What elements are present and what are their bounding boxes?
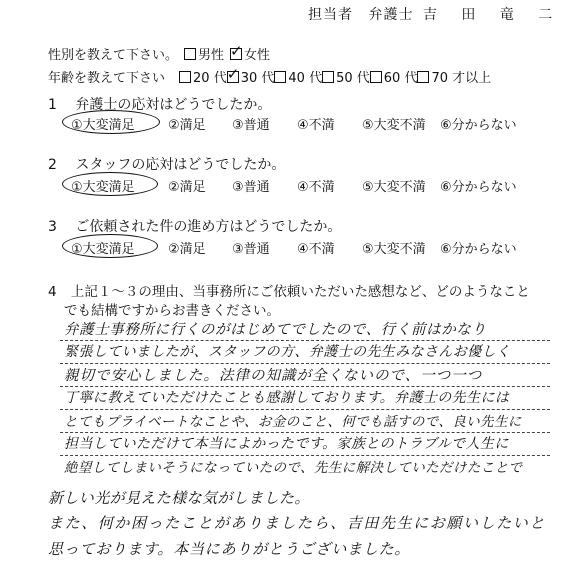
q1-option-3[interactable]: ③普通 xyxy=(232,118,270,133)
q2-option-5[interactable]: ⑤大変不満 xyxy=(362,180,426,195)
q1-option-6[interactable]: ⑥分からない xyxy=(440,118,517,133)
q2-option-3[interactable]: ③普通 xyxy=(232,180,270,195)
question-1-number: 1 xyxy=(48,97,57,113)
lawyer-name: 吉 田 竜 二 xyxy=(422,7,563,23)
lawyer-header xyxy=(308,4,562,24)
q3-option-1[interactable]: ①大変満足 xyxy=(71,242,135,257)
age-20-checkbox[interactable] xyxy=(179,71,191,83)
q3-option-4[interactable]: ④不満 xyxy=(297,242,335,257)
gender-female-checkbox[interactable] xyxy=(230,48,242,60)
age-50-label: 50 代 xyxy=(336,71,370,86)
handwritten-line-5: とてもプライベートなことや、お金のこと、何でも話すので、良い先生に xyxy=(64,414,522,430)
question-2 xyxy=(48,154,285,174)
q3-option-2[interactable]: ②満足 xyxy=(168,242,206,257)
q2-option-6[interactable]: ⑥分からない xyxy=(440,180,517,195)
question-3-text: ご依頼された件の進め方はどうでしたか。 xyxy=(75,219,342,235)
gender-label: 性別を教えて下さい。 xyxy=(48,48,179,63)
q1-option-1[interactable]: ①大変満足 xyxy=(71,118,135,133)
age-20-label: 20 代 xyxy=(193,71,227,86)
age-row xyxy=(48,67,491,86)
age-30-label: 30 代 xyxy=(240,71,275,86)
age-40-checkbox[interactable] xyxy=(274,71,286,83)
q1-option-4[interactable]: ④不満 xyxy=(297,118,335,133)
handwritten-line-1: 弁護士事務所に行くのがはじめてでしたので、行く前はかなり xyxy=(64,322,487,338)
question-4-line-2: でも結構ですからお書きください。 xyxy=(64,303,280,319)
q3-option-6[interactable]: ⑥分からない xyxy=(440,242,517,257)
age-60-checkbox[interactable] xyxy=(370,71,382,83)
question-2-number: 2 xyxy=(48,157,57,173)
age-40-label: 40 代 xyxy=(288,71,323,86)
question-3 xyxy=(48,216,341,236)
age-30-checkbox[interactable] xyxy=(227,71,239,83)
q1-option-5[interactable]: ⑤大変不満 xyxy=(362,118,426,133)
q2-option-2[interactable]: ②満足 xyxy=(168,180,206,195)
question-4-text: 上記１～３の理由、当事務所にご依頼いただいた感想など、どのようなこと xyxy=(70,284,530,300)
handwritten-line-4: 丁寧に教えていただけたことも感謝しております。弁護士の先生には xyxy=(64,390,510,406)
role-label: 担当者 xyxy=(308,7,353,23)
gender-male-checkbox[interactable] xyxy=(184,48,196,60)
question-1-text: 弁護士の応対はどうでしたか。 xyxy=(75,97,272,113)
q3-option-5[interactable]: ⑤大変不満 xyxy=(362,242,426,257)
handwritten-line-2: 緊張していましたが、スタッフの方、弁護士の先生みなさんお優しく xyxy=(64,344,511,360)
handwritten-line-7: 絶望してしまいそうになっていたので、先生に解決していただけたことで xyxy=(64,460,523,476)
gender-female-label: 女性 xyxy=(244,48,271,63)
q2-option-4[interactable]: ④不満 xyxy=(297,180,335,195)
age-70-label: 70 才以上 xyxy=(431,71,492,86)
q2-option-1[interactable]: ①大変満足 xyxy=(71,180,135,195)
question-2-text: スタッフの応対はどうでしたか。 xyxy=(75,157,286,173)
handwritten-line-8: 新しい光が見えた様な気がしました。 xyxy=(48,489,310,507)
question-3-number: 3 xyxy=(48,219,57,235)
question-1 xyxy=(48,94,271,114)
gender-row xyxy=(48,44,270,63)
gender-male-label: 男性 xyxy=(198,48,225,63)
question-4-line-1 xyxy=(48,280,530,300)
age-label: 年齢を教えて下さい xyxy=(48,71,166,86)
handwritten-line-3: 親切で安心しました。法律の知識が全くないので、一つ一つ xyxy=(64,368,483,384)
age-70-checkbox[interactable] xyxy=(417,71,429,83)
age-50-checkbox[interactable] xyxy=(322,71,334,83)
handwritten-line-10: 思っております。本当にありがとうございました。 xyxy=(48,540,411,558)
age-60-label: 60 代 xyxy=(383,71,418,86)
handwritten-line-9: また、何か困ったことがありましたら、吉田先生にお願いしたいと xyxy=(48,514,547,532)
q1-option-2[interactable]: ②満足 xyxy=(168,118,206,133)
handwritten-line-6: 担当していただけて本当によかったです。家族とのトラブルで人生に xyxy=(64,436,509,452)
question-4-number: 4 xyxy=(48,284,57,300)
title-label: 弁護士 xyxy=(368,7,414,23)
q3-option-3[interactable]: ③普通 xyxy=(232,242,270,257)
